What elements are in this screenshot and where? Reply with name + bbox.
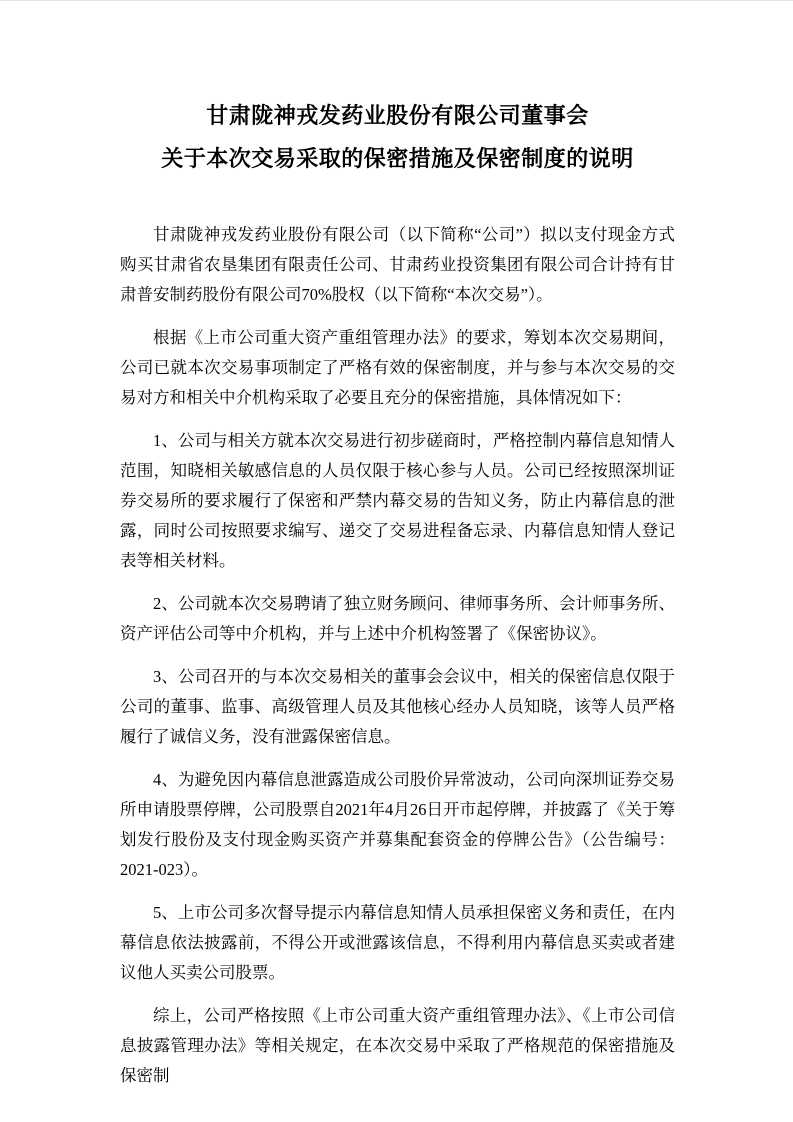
paragraph-basis: 根据《上市公司重大资产重组管理办法》的要求，筹划本次交易期间，公司已就本次交易事项制定了严格有效的保密制度，并与参与本次交易的交易对方和相关中介机构采取了必要且充分的保密措施，具体情况如下： — [120, 328, 675, 407]
document-title — [120, 1, 675, 180]
document-title-line-2: 关于本次交易采取的保密措施及保密制度的说明 — [161, 146, 634, 171]
paragraph-item-5: 5、上市公司多次督导提示内幕信息知情人员承担保密义务和责任，在内幕信息依法披露前，不得公开或泄露该信息，不得利用内幕信息买卖或者建议他人买卖公司股票。 — [120, 903, 675, 982]
paragraph-item-3: 3、公司召开的与本次交易相关的董事会会议中，相关的保密信息仅限于公司的董事、监事、高级管理人员及其他核心经办人员知晓，该等人员严格履行了诚信义务，没有泄露保密信息。 — [120, 667, 675, 746]
paragraph-item-2: 2、公司就本次交易聘请了独立财务顾问、律师事务所、会计师事务所、资产评估公司等中介机构，并与上述中介机构签署了《保密协议》。 — [120, 594, 675, 643]
document-body — [120, 220, 675, 1091]
paragraph-item-1: 1、公司与相关方就本次交易进行初步磋商时，严格控制内幕信息知情人范围，知晓相关敏感信息的人员仅限于核心参与人员。公司已经按照深圳证券交易所的要求履行了保密和严禁内幕交易的告知义务，防止内幕信息的泄露，同时公司按照要求编写、递交了交易进程备忘录、内幕信息知情人登记表等相关材料。 — [120, 431, 675, 570]
paragraph-intro: 甘肃陇神戎发药业股份有限公司（以下简称“公司”）拟以支付现金方式购买甘肃省农垦集团有限责任公司、甘肃药业投资集团有限公司合计持有甘肃普安制药股份有限公司70%股权（以下简称“本次交易”）。 — [120, 225, 675, 304]
document-title-line-1: 甘肃陇神戎发药业股份有限公司董事会 — [206, 103, 589, 128]
paragraph-item-4: 4、为避免因内幕信息泄露造成公司股价异常波动，公司向深圳证券交易所申请股票停牌，公司股票自2021年4月26日开市起停牌，并披露了《关于筹划发行股份及支付现金购买资产并募集配套资金的停牌公告》（公告编号：2021-023）。 — [120, 770, 675, 879]
paragraph-conclusion: 综上，公司严格按照《上市公司重大资产重组管理办法》、《上市公司信息披露管理办法》等相关规定，在本次交易中采取了严格规范的保密措施及保密制 — [120, 1006, 675, 1085]
document-content — [0, 1, 793, 1091]
